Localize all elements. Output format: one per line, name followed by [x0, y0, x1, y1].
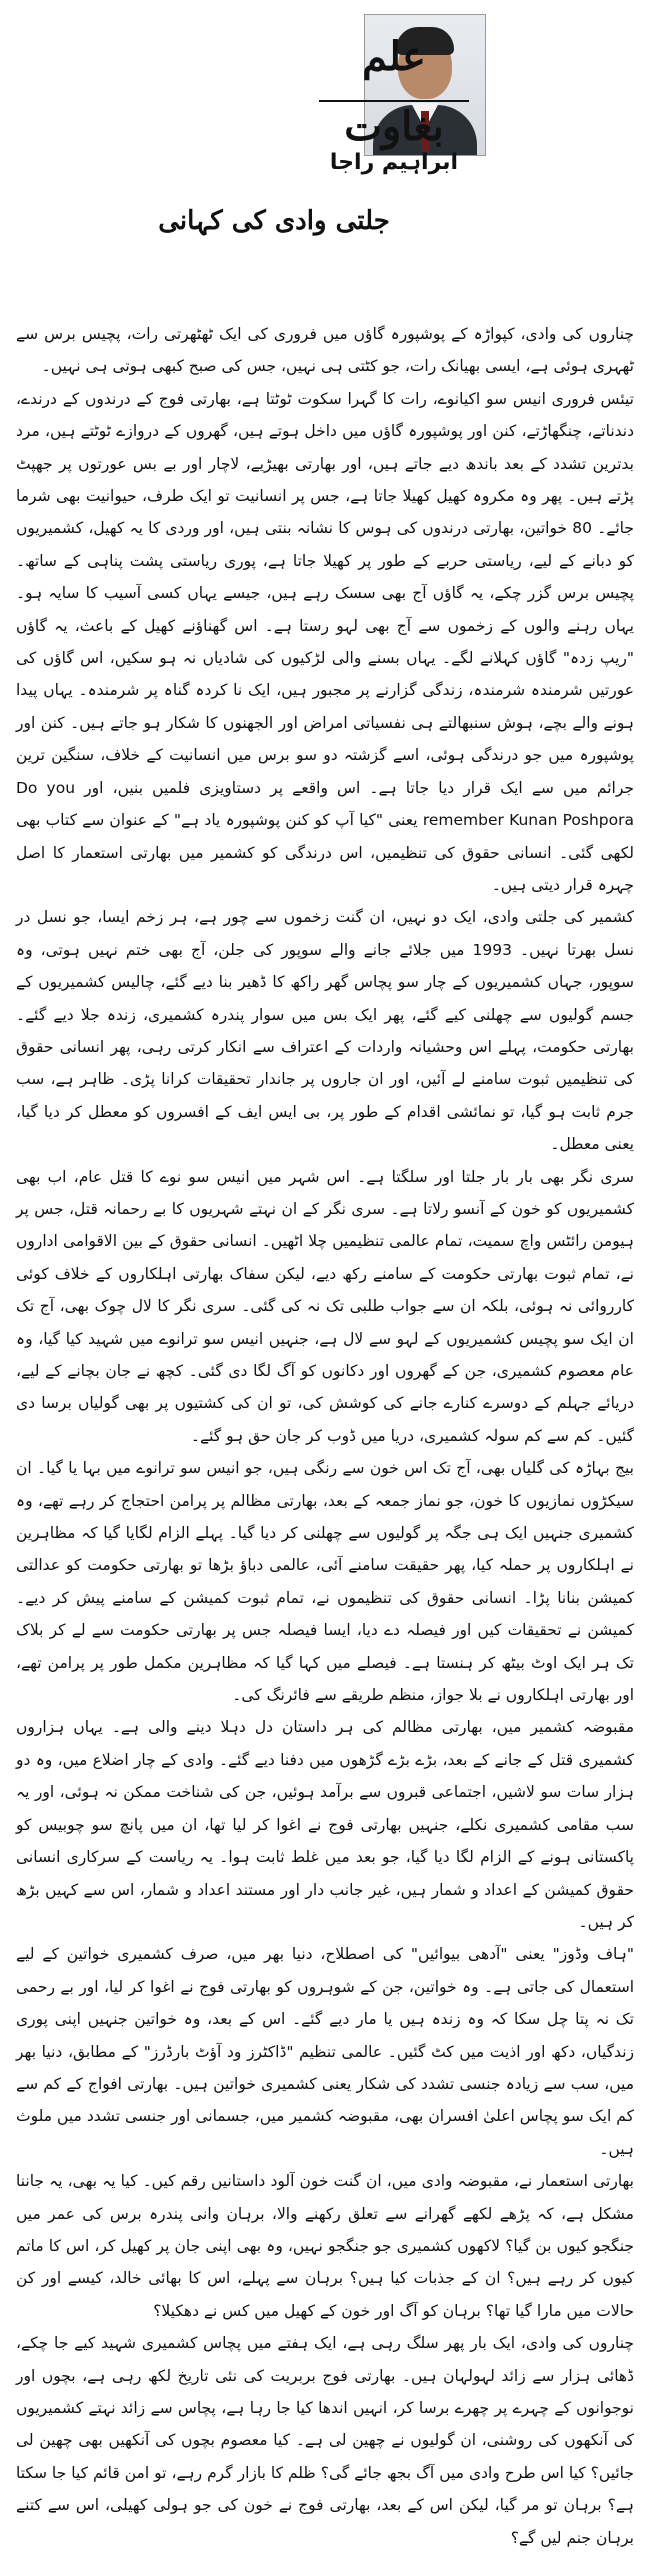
paragraph: سری نگر بھی بار بار جلتا اور سلگتا ہے۔ اس شہر میں انیس سو نوے کا قتل عام، اب بھی کشمیریوں کو خون کے آنسو رلاتا ہے۔ سری نگر کے ان نہتے شہریوں کا بے رحمانہ قتل، جس پر ہیومن رائٹس واچ سمیت، تمام عالمی تنظیمیں چلا اٹھیں۔ انسانی حقوق کے بین الاقوامی اداروں نے، تمام ثبوت بھارتی حکومت کے سامنے رکھ دیے، لیکن سفاک بھارتی اہلکاروں کے خلاف کوئی کارروائی نہ ہوئی، بلکہ ان سے جواب طلبی تک نہ کی گئی۔ سری نگر کا لال چوک بھی، آج تک ان ایک سو پچیس کشمیریوں کے لہو سے لال ہے، جنہیں انیس سو ترانوے میں شہید کیا گیا، وہ عام معصوم کشمیری، جن کے گھروں اور دکانوں کو آگ لگا دی گئی۔ کچھ نے جان بچانے کے لیے، دریائے جہلم کے دوسرے کنارے جانے کی کوشش کی، تو ان کی کشتیوں پر بھی گولیاں برسا دی گئیں۔ کم سے کم سولہ کشمیری، دریا میں ڈوب کر جان حق ہو گئے۔ [16, 1167, 634, 1445]
paragraph: مقبوضہ کشمیر میں، بھارتی مظالم کی ہر داستان دل دہلا دینے والی ہے۔ یہاں ہزاروں کشمیری قتل کے جانے کے بعد، بڑے بڑے گڑھوں میں دفنا دیے گئے۔ وادی کے چار اضلاع میں، وہ دو ہزار سات سو لاشیں، اجتماعی قبروں سے برآمد ہوئیں، جن کی شناخت ممکن نہ ہوئی، اور یہ سب مقامی کشمیری نکلے، جنہیں بھارتی فوج نے اغوا کر لیا تھا، ان میں پانچ سو چوبیس کو پاکستانی ہونے کے الزام لگا دیا گیا، جو بعد میں غلط ثابت ہوا۔ یہ ریاست کے سرکاری انسانی حقوق کمیشن کے اعداد و شمار ہیں، غیر جانب دار اور مستند اعداد و شمار، اس سے کہیں بڑھ کر ہیں۔ [16, 1718, 634, 1931]
column-logo: علم بغاوت [344, 33, 444, 150]
paragraph: "ہاف وڈوز" یعنی "آدھی بیوائیں" کی اصطلاح، دنیا بھر میں، صرف کشمیری خواتین کے لیے استعمال کی جاتی ہے۔ وہ خواتین، جن کے شوہروں کو بھارتی فوج نے اغوا کر لیا، اور بے رحمی تک نہ پتا چل سکا کہ وہ زندہ ہیں یا مار دیے گئے۔ اس کے بعد، وہ خواتین جنہیں اپنی پوری زندگیاں، دکھ اور اذیت میں کٹ گئیں۔ عالمی تنظیم "ڈاکٹرز ود آؤٹ بارڈرز" کے مطابق، دنیا بھر میں، سب سے زیادہ جنسی تشدد کی شکار یعنی کشمیری خواتین ہیں۔ بھارتی افواج کے کم سے کم ایک سو پچاس اعلیٰ افسران بھی، مقبوضہ کشمیر میں، جسمانی اور جنسی تشدد میں ملوث ہیں۔ [16, 1945, 634, 2158]
paragraph: کشمیر کی جلتی وادی، ایک دو نہیں، ان گنت زخموں سے چور ہے، ہر زخم ایسا، جو نسل در نسل بھرتا نہیں۔ 1993 میں جلائے جانے والے سوپور کی جلن، آج بھی ختم نہیں ہوتی، وہ سوپور، جہاں کشمیریوں کے چار سو پچاس گھر راکھ کا ڈھیر بنا دیے گئے، چالیس کشمیریوں کے جسم گولیوں سے چھلنی کیے گئے، پھر ایک بس میں سوار پندرہ کشمیری، زندہ جلا دیے گئے۔ بھارتی حکومت، پہلے اس وحشیانہ واردات کے اعتراف سے انکار کرتی رہی، پھر انسانی حقوق کی تنظیمیں ثبوت سامنے لے آئیں، اور ان جاروں پر جاندار تحقیقات کرانا پڑی۔ ظاہر ہے، سب جرم ثابت ہو گیا، تو نمائشی اقدام کے طور پر، بی ایس ایف کے افسروں کو معطل کر دیا گیا، یعنی معطل۔ [16, 908, 634, 1154]
paragraph: چناروں کی وادی، ایک بار پھر سلگ رہی ہے، ایک ہفتے میں پچاس کشمیری شہید کیے جا چکے، ڈھائی ہزار سے زائد لہولہان ہیں۔ بھارتی فوج بربریت کی نئی تاریخ لکھ رہی ہے، بچوں اور نوجوانوں کے چہرے پر چھرے برسا کر، انہیں اندھا کیا جا رہا ہے، پچاس سے زائد نہتے کشمیریوں کی آنکھوں کی روشنی، ان گولیوں نے چھین لی ہے۔ کیا معصوم بچوں کی آنکھیں بھی چھین لی جائیں؟ کیا اس طرح وادی میں آگ بجھ جائے گی؟ ظلم کا بازار گرم رہے، تو امن قائم کیا جا سکتا ہے؟ برہان تو مر گیا، لیکن اس کے بعد، بھارتی فوج نے خون کی جو ہولی کھیلی، اس سے کتنے برہان جنم لیں گے؟ [16, 2334, 634, 2547]
column-header [14, 0, 636, 300]
article-title: جلتی وادی کی کہانی [158, 206, 390, 236]
paragraph: تیئس فروری انیس سو اکیانوے، رات کا گہرا سکوت ٹوٹتا ہے، بھارتی فوج کے درندوں کے درندے، دندناتے، چنگھاڑتے، کنن اور پوشپورہ گاؤں میں داخل ہوتے ہیں، گھروں کے دروازے ٹوٹتے ہیں، مرد بدترین تشدد کے بعد باندھ دیے جاتے ہیں، اور بھارتی بھیڑیے، لاچار اور بے بس عورتوں پر جھپٹ پڑتے ہیں۔ پھر وہ مکروہ کھیل کھیلا جاتا ہے، جس پر انسانیت تو ایک طرف، حیوانیت بھی شرما جائے۔ 80 خواتین، بھارتی درندوں کی ہوس کا نشانہ بنتی ہیں، اور وردی کا یہ کھیل، کشمیریوں کو دبانے کے لیے، ریاستی حربے کے طور پر کھیلا جاتا ہے، پوری ریاستی پشت پناہی کے ساتھ۔ پچیس برس گزر چکے، یہ گاؤں آج بھی سسک رہے ہیں، جیسے یہاں کسی آسیب کا سایہ ہو۔ یہاں رہنے والوں کے زخموں سے آج بھی لہو رستا ہے۔ اس گھناؤنے کھیل کے باعث، یہ گاؤں "ریپ زدہ" گاؤں کہلانے لگے۔ یہاں بسنے والی لڑکیوں کی شادیاں نہ ہو سکیں، اس گاؤں کی عورتیں شرمندہ شرمندہ، زندگی گزارنے پر مجبور ہیں، ایک نا کردہ گناہ پر شرمندہ۔ یہاں پیدا ہونے والے بچے، ہوش سنبھالتے ہی نفسیاتی امراض اور الجھنوں کا شکار ہو جاتے ہیں۔ کنن اور پوشپورہ میں جو درندگی ہوئی، اسے گزشتہ دو سو برس میں انسانیت کے خلاف، سنگین ترین جرائم میں سے ایک قرار دیا جاتا ہے۔ اس واقعے پر دستاویزی فلمیں بنیں، اور Do you remember Kunan Poshpora یعنی "کیا آپ کو کنن پوشپورہ یاد ہے" کے عنوان سے کتاب بھی لکھی گئی۔ انسانی حقوق کی تنظیمیں، اس درندگی کو کشمیر میں بھارتی استعمار کا اصل چہرہ قرار دیتی ہیں۔ [16, 389, 635, 894]
author-name: ابراہیم راجا [329, 150, 459, 175]
article-body [16, 318, 635, 2547]
paragraph: بیج بہاڑہ کی گلیاں بھی، آج تک اس خون سے رنگی ہیں، جو انیس سو ترانوے میں بہا یا گیا۔ ان سیکڑوں نمازیوں کا خون، جو نماز جمعہ کے بعد، بھارتی مظالم پر پرامن احتجاج کر رہے تھے، وہ کشمیری جنہیں ایک ہی جگہ پر گولیوں سے چھلنی کر دیا گیا۔ پہلے الزام لگایا گیا کہ مظاہرین نے اہلکاروں پر حملہ کیا، پھر حقیقت سامنے آئی، عالمی دباؤ بڑھا تو بھارتی حکومت کو عدالتی کمیشن بنانا پڑا۔ انسانی حقوق کی تنظیموں نے، تمام ثبوت کمیشن کے سامنے پیش کر دیے۔ کمیشن نے تحقیقات کیں اور فیصلہ دے دیا، ایسا فیصلہ جس پر بھارتی حکومت سے لے کر بلاک تک ہر ایک اوٹ بیٹھ کر ہنستا ہے۔ فیصلے میں کہا گیا کہ مظاہرین مکمل طور پر پرامن تھے، اور بھارتی اہلکاروں نے بلا جواز، منظم طریقے سے فائرنگ کی۔ [16, 1459, 634, 1705]
paragraph: چناروں کی وادی، کپواڑہ کے پوشپورہ گاؤں میں فروری کی ایک ٹھٹھرتی رات، پچیس برس سے ٹھہری ہوئی ہے، ایسی بھیانک رات، جو کٹتی ہی نہیں، جس کی صبح کبھی ہوتی ہی نہیں۔ [16, 325, 634, 376]
logo-underline [319, 100, 469, 102]
paragraph: بھارتی استعمار نے، مقبوضہ وادی میں، ان گنت خون آلود داستانیں رقم کیں۔ کیا یہ بھی، یہ جاننا مشکل ہے، کہ پڑھے لکھے گھرانے سے تعلق رکھنے والا، برہان وانی پندرہ برس کی عمر میں جنگجو کیوں بن گیا؟ لاکھوں کشمیری جو جنگجو نہیں، وہ بھی اپنی جان پر کھیل کر، اس کا ماتم کیوں کر رہے ہیں؟ ان کے جذبات کیا ہیں؟ برہان سے پہلے، اس کا بھائی خالد، کیسے اور کن حالات میں مارا گیا تھا؟ برہان کو آگ اور خون کے کھیل میں کس نے دھکیلا؟ [16, 2172, 634, 2320]
